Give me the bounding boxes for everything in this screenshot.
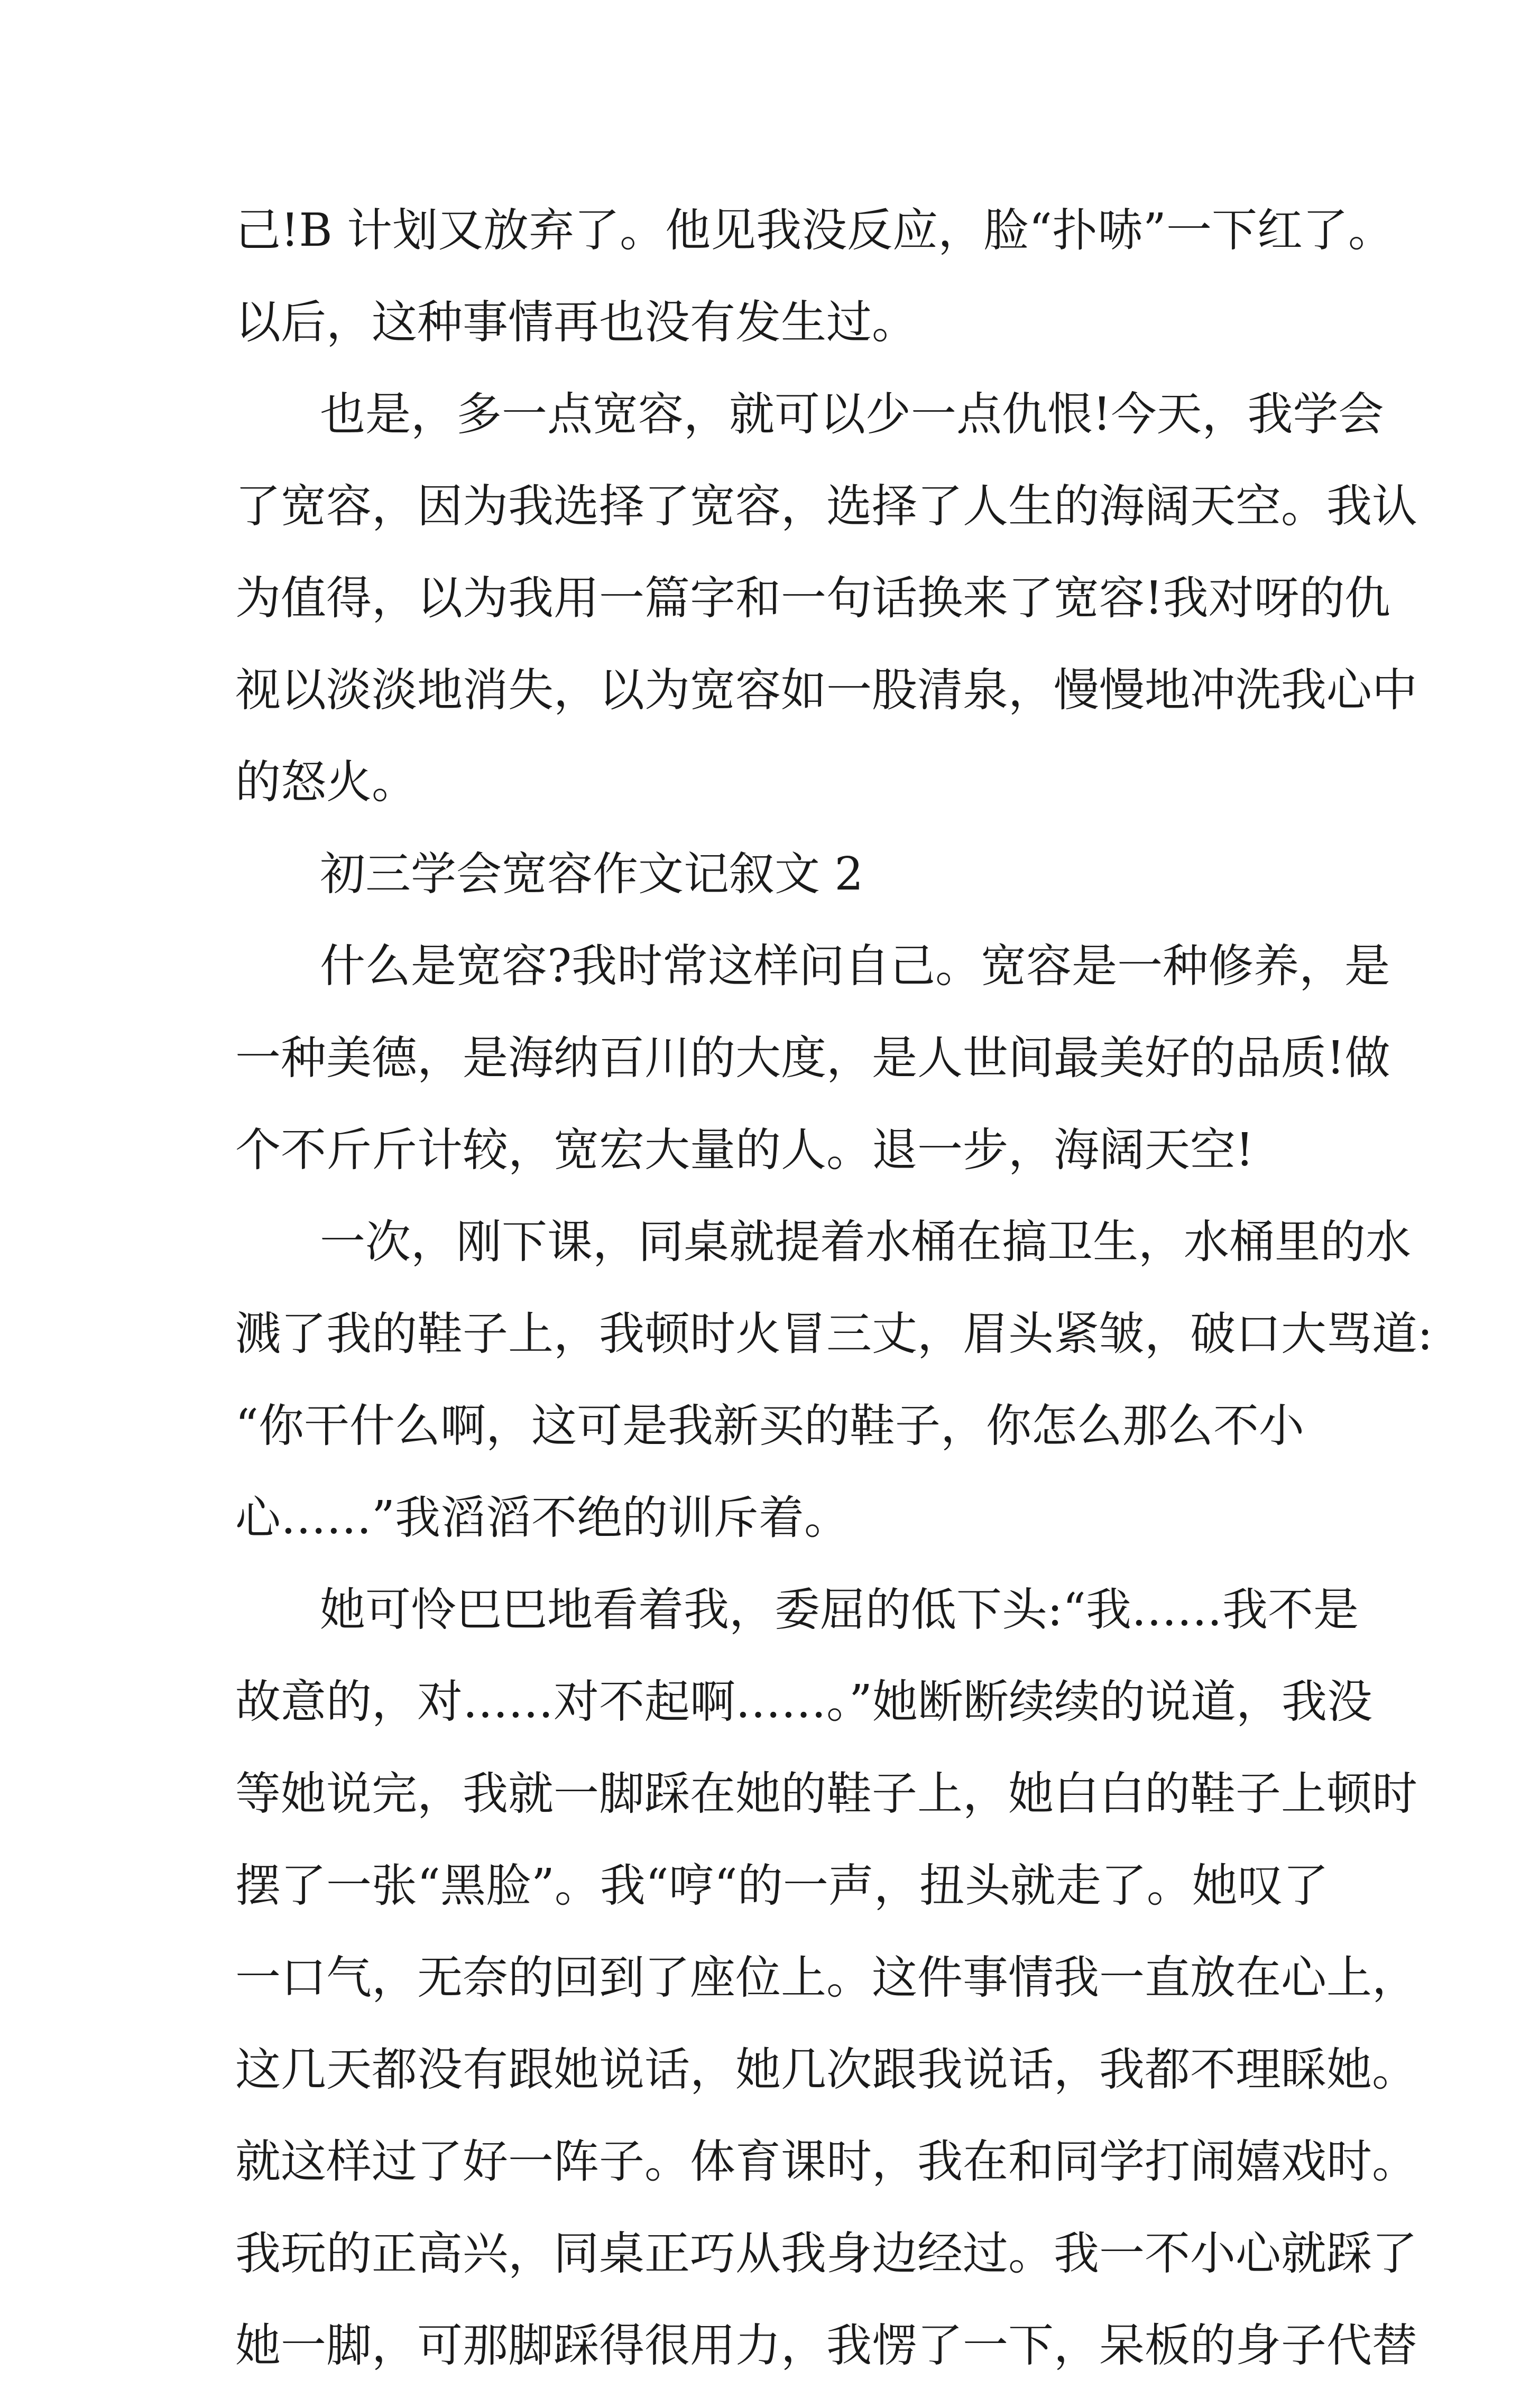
- text-line: 的怒火。: [235, 756, 417, 809]
- text-line: 心……”我滔滔不绝的训斥着。: [235, 1492, 850, 1544]
- text-line: 以后，这种事情再也没有发生过。: [235, 296, 917, 349]
- text-line: 她一脚，可那脚踩得很用力，我愣了一下，呆板的身子代替: [235, 2319, 1417, 2372]
- text-line: 为值得，以为我用一篇字和一句话换来了宽容!我对呀的仇: [235, 572, 1390, 625]
- text-line: 也是，多一点宽容，就可以少一点仇恨!今天，我学会: [320, 388, 1384, 441]
- text-line: 了宽容，因为我选择了宽容，选择了人生的海阔天空。我认: [235, 480, 1417, 533]
- text-line: 己!B 计划又放弃了。他见我没反应，脸“扑哧”一下红了。: [235, 204, 1394, 257]
- text-line: 故意的，对……对不起啊……。”她断断续续的说道，我没: [235, 1675, 1372, 1728]
- text-line: 溅了我的鞋子上，我顿时火冒三丈，眉头紧皱，破口大骂道:: [235, 1308, 1433, 1360]
- text-line: 个不斤斤计较，宽宏大量的人。退一步，海阔天空!: [235, 1124, 1254, 1177]
- text-line: 等她说完，我就一脚踩在她的鞋子上，她白白的鞋子上顿时: [235, 1767, 1417, 1820]
- text-line: 她可怜巴巴地看着我，委屈的低下头:“我……我不是: [320, 1583, 1359, 1636]
- text-line: 一次，刚下课，同桌就提着水桶在搞卫生，水桶里的水: [320, 1216, 1411, 1268]
- text-line: 这几天都没有跟她说话，她几次跟我说话，我都不理睬她。: [235, 2043, 1417, 2096]
- text-line: “你干什么啊，这可是我新买的鞋子，你怎么那么不小: [235, 1400, 1304, 1452]
- section-heading: 初三学会宽容作文记叙文 2: [320, 848, 864, 901]
- text-line: 什么是宽容?我时常这样问自己。宽容是一种修养，是: [320, 940, 1390, 993]
- text-line: 一种美德，是海纳百川的大度，是人世间最美好的品质!做: [235, 1032, 1390, 1085]
- text-line: 摆了一张“黑脸”。我“哼“的一声，扭头就走了。她叹了: [235, 1859, 1329, 1912]
- text-line: 视以淡淡地消失，以为宽容如一股清泉，慢慢地冲洗我心中: [235, 664, 1417, 717]
- text-line: 我玩的正高兴，同桌正巧从我身边经过。我一不小心就踩了: [235, 2227, 1417, 2280]
- text-line: 就这样过了好一阵子。体育课时，我在和同学打闹嬉戏时。: [235, 2135, 1417, 2188]
- document-body: [235, 201, 1433, 2408]
- text-line: 一口气，无奈的回到了座位上。这件事情我一直放在心上，: [235, 1951, 1417, 2004]
